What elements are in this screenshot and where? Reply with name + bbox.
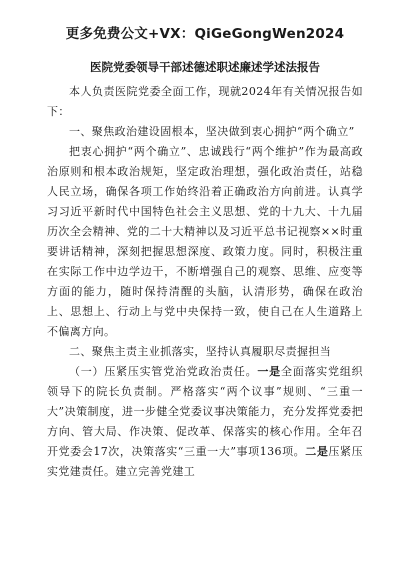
document-title: 医院党委领导干部述德述职述廉述学述法报告 (90, 60, 320, 74)
sub1-lead-1: 一是 (257, 365, 281, 378)
sub1-lead-2: 二是 (305, 445, 329, 458)
sub1-text-2: 压紧压实党建责任。建立完善党建工 (47, 445, 363, 478)
intro-paragraph: 本人负责医院党委全面工作，现就2024年有关情况报告如下： (47, 85, 363, 118)
section-1-body: 把衷心拥护“两个确立”、忠诚践行“两个维护”作为最高政治原则和根本政治规矩，坚定政治理想，强化政治责任，站稳人民立场，确保各项工作始终沿着正确政治方向前进。认真学习习近平新时代中国特色社会主义思想、党的十九大、十九届历次全会精神、党的二十大精神以及习近平总书记视察××时重要讲话精神，深刻把握思想深度、政策力度。同时，积极注重在实际工作中边学边干，不断增强自己的观察、思维、应变等方面的能力，随时保持清醒的头脑，认清形势，确保在政治上、思想上、行动上与党中央保持一致，使自己在人生道路上不偏离方向。 (47, 145, 363, 338)
sub1-text-1: 全面落实党组织领导下的院长负责制。严格落实“两个议事”规则、“三重一大”决策制度，进一步健全党委议事决策能力，充分发挥党委把方向、管大局、作决策、促改革、保落实的核心作用。全年召开党委会17次，决策落实“三重一大”事项136项。 (47, 365, 363, 458)
section-2-heading: 二、聚焦主责主业抓落实，坚持认真履职尽责握担当 (69, 345, 332, 358)
section-2-sub1-paragraph (47, 362, 363, 482)
section-1-heading: 一、聚焦政治建设固根本，坚决做到衷心拥护“两个确立” (69, 125, 355, 138)
watermark-banner: 更多免费公文+VX：QiGeGongWen2024 (65, 26, 345, 42)
sub1-label: （一）压紧压实管党治党政治责任。 (69, 365, 258, 378)
document-body (47, 82, 363, 482)
